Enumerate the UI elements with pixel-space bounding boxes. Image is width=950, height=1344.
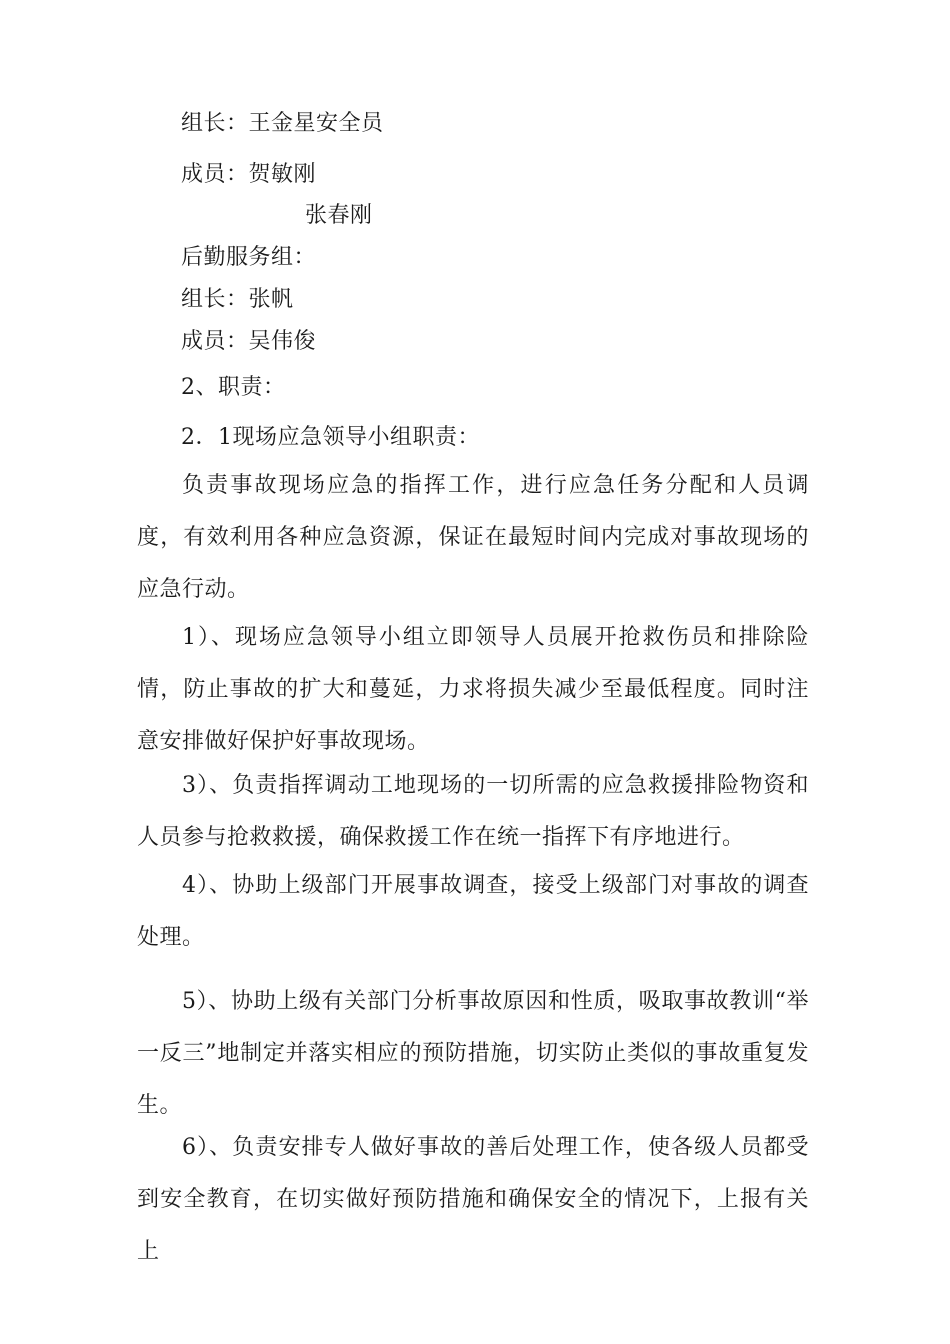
paragraph-intro: 负责事故现场应急的指挥工作，进行应急任务分配和人员调度，有效利用各种应急资源，保证在最短时间内完成对事故现场的应急行动。 — [137, 473, 809, 602]
paragraph-item-5: 5）、协助上级有关部门分析事故原因和性质，吸取事故教训“举一反三”地制定并落实相应的预防措施，切实防止类似的事故重复发生。 — [137, 989, 809, 1118]
paragraph-item-6: 6）、负责安排专人做好事故的善后处理工作，使各级人员都受到安全教育，在切实做好预防措施和确保安全的情况下，上报有关上 — [137, 1135, 809, 1264]
logistics-group-heading: 后勤服务组： — [181, 245, 317, 270]
members-line-1: 成员：贺敏刚 — [181, 162, 317, 187]
leader-line-2: 组长：张帆 — [181, 287, 294, 312]
leader-line-1: 组长：王金星安全员 — [181, 111, 384, 136]
paragraph-item-4: 4）、协助上级部门开展事故调查，接受上级部门对事故的调查处理。 — [137, 873, 809, 950]
members-line-1b: 张春刚 — [305, 203, 373, 228]
paragraph-item-1: 1）、现场应急领导小组立即领导人员展开抢救伤员和排除险情，防止事故的扩大和蔓延，力求将损失减少至最低程度。同时注意安排做好保护好事故现场。 — [137, 625, 809, 754]
duties-heading: 2、职责： — [181, 375, 286, 400]
paragraph-item-3: 3）、负责指挥调动工地现场的一切所需的应急救援排险物资和人员参与抢救救援，确保救援工作在统一指挥下有序地进行。 — [137, 773, 809, 850]
duties-subheading: 2．1现场应急领导小组职责： — [181, 425, 480, 450]
members-line-2: 成员：吴伟俊 — [181, 329, 317, 354]
